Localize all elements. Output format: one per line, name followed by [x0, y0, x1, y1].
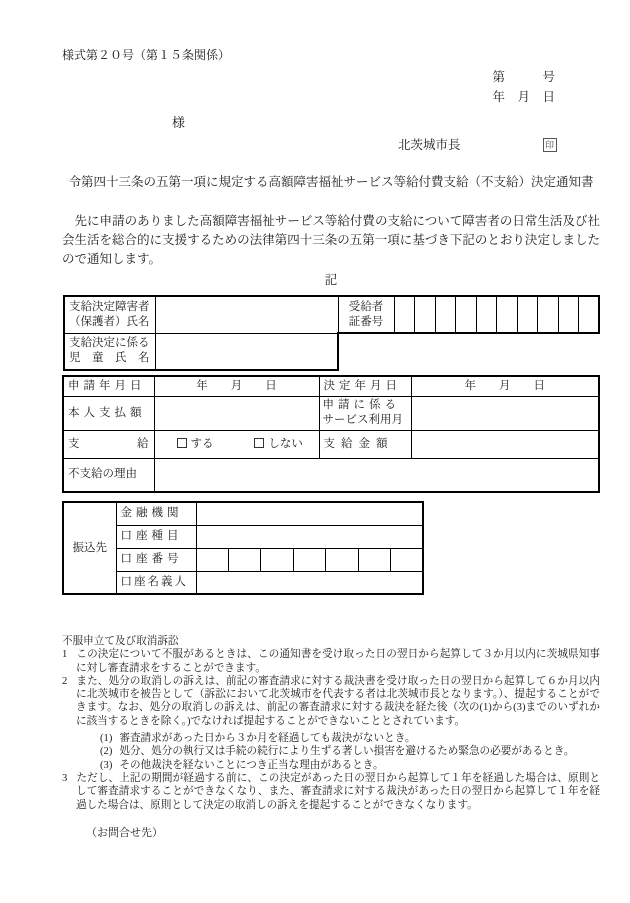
decision-recipient-table — [63, 295, 600, 371]
decision-date-label: 決定年月日 — [319, 376, 411, 396]
issue-date-line: 年 月 日 — [492, 90, 555, 104]
checkbox-icon — [177, 438, 187, 448]
addressee-line — [62, 115, 600, 131]
account-number-cell — [196, 548, 228, 571]
account-holder-field — [196, 571, 423, 594]
child-name-label: 支給決定に係る 児 童 氏 名 — [64, 333, 155, 370]
notice-item-text: また、処分の取消しの訴えは、前記の審査請求に対する裁決書を受け取った日の翌日から起算して６か月以内に北茨城市を被告として（訴訟において北茨城市を代表する者は北茨城市長となります。）、提起することができます。なお、処分の取消しの訴えは、前記の審査請求に対する裁決を経た後（次の(1)から(3)までのいずれかに該当するときを除く。)でなければ提起することができないこととされています。 — [76, 675, 600, 727]
notice-subitem-3 — [62, 759, 600, 772]
no-supply-reason-label: 不支給の理由 — [63, 458, 154, 492]
account-number-cell — [358, 548, 390, 571]
account-number-cell — [293, 548, 325, 571]
account-type-label: 口座種目 — [116, 525, 196, 548]
notice-subitem-number: (2) — [100, 746, 113, 758]
certificate-number-cell — [435, 296, 456, 333]
certificate-number-cell — [558, 296, 579, 333]
certificate-number-cell — [394, 296, 415, 333]
application-date-field: 年 月 日 — [154, 376, 319, 396]
notice-subitem-1 — [62, 732, 600, 745]
certificate-number-label: 受給者 証番号 — [338, 296, 394, 333]
no-supply-reason-field — [154, 458, 599, 492]
notice-item-3 — [62, 772, 600, 812]
service-month-field — [411, 396, 599, 430]
account-number-cell — [391, 548, 423, 571]
notice-item-1 — [62, 648, 600, 675]
certificate-number-cell — [456, 296, 477, 333]
ki-marker: 記 — [324, 273, 338, 287]
seal-stamp-icon: 印 — [543, 138, 557, 152]
supply-amount-field — [411, 430, 599, 458]
notice-item-number: 3 — [62, 772, 68, 784]
recipient-name-field — [155, 296, 338, 333]
account-number-cell — [261, 548, 293, 571]
body-paragraph: 先に申請のありました高額障害福祉サービス等給付費の支給について障害者の日常生活及び社会生活を総合的に支援するための法律第四十三条の五第一項に基づき下記のとおり決定しましたので通知します。 — [62, 214, 600, 266]
account-number-cell — [228, 548, 260, 571]
service-month-label: 申請に係る サービス利用月 — [319, 396, 411, 430]
transfer-header: 振込先 — [63, 502, 116, 594]
bank-field — [196, 502, 423, 525]
bank-label: 金融機関 — [116, 502, 196, 525]
account-holder-label: 口座名義人 — [116, 571, 196, 594]
supply-options-cell — [154, 430, 319, 458]
document-title: 令第四十三条の五第一項に規定する高額障害福祉サービス等給付費支給（不支給）決定通知書 — [68, 175, 594, 189]
contact-label: （お問合せ先） — [86, 826, 163, 839]
application-date-label: 申請年月日 — [63, 376, 154, 396]
notice-item-number: 1 — [62, 649, 68, 661]
notice-subitem-number: (3) — [100, 759, 113, 771]
supply-amount-label: 支給金額 — [319, 430, 411, 458]
notice-item-text: ただし、上記の期間が経過する前に、この決定があった日の翌日から起算して１年を経過した場合は、原則として審査請求することができなくなり、また、審査請求に対する裁決があった日の翌日から起算して１年を経過した場合は、原則として決定の取消しの訴えを提起することができなくなります。 — [76, 772, 600, 811]
self-payment-field — [154, 396, 319, 430]
notices-section — [62, 635, 600, 812]
issuer-line — [62, 137, 600, 153]
addressee-honorific: 様 — [172, 115, 186, 130]
notice-subitem-text: 処分、処分の執行又は手続の続行により生ずる著しい損害を避けるため緊急の必要があるとき。 — [119, 746, 575, 758]
checkbox-icon — [254, 438, 264, 448]
document-number-line: 第 号 — [492, 70, 555, 84]
notice-subitem-2 — [62, 745, 600, 758]
certificate-number-cell — [579, 296, 600, 333]
certificate-number-cell — [497, 296, 518, 333]
child-name-field — [155, 333, 338, 370]
notice-subitem-number: (1) — [100, 733, 113, 745]
issuer-name: 北茨城市長 — [398, 138, 461, 152]
notice-subitem-text: その他裁決を経ないことにつき正当な理由があるとき。 — [119, 759, 384, 771]
notice-item-number: 2 — [62, 675, 68, 687]
certificate-number-cell — [517, 296, 538, 333]
recipient-name-label: 支給決定障害者 （保護者）氏名 — [64, 296, 155, 333]
form-number: 様式第２０号（第１５条関係） — [62, 48, 231, 62]
document-number-block — [62, 67, 600, 107]
decision-date-field: 年 月 日 — [411, 376, 599, 396]
notice-item-text: この決定について不服があるときは、この通知書を受け取った日の翌日から起算して３か月以内に茨城県知事に対し審査請求をすることができます。 — [76, 649, 600, 674]
supply-option-no: しない — [254, 438, 303, 450]
notice-subitem-text: 審査請求があった日から３か月を経過しても裁決がないとき。 — [119, 733, 416, 745]
account-type-field — [196, 525, 423, 548]
table-notch-spacer — [338, 333, 599, 370]
account-number-label: 口座番号 — [116, 548, 196, 571]
decision-detail-table — [62, 375, 600, 493]
notice-item-2 — [62, 675, 600, 728]
certificate-number-cell — [476, 296, 497, 333]
supply-option-yes: する — [177, 438, 214, 450]
supply-label: 支 給 — [63, 430, 154, 458]
account-number-cell — [326, 548, 358, 571]
certificate-number-cell — [415, 296, 436, 333]
certificate-number-cell — [538, 296, 559, 333]
notices-heading: 不服申立て及び取消訴訟 — [62, 636, 179, 647]
self-payment-label: 本人支払額 — [63, 396, 154, 430]
transfer-table — [62, 501, 424, 595]
